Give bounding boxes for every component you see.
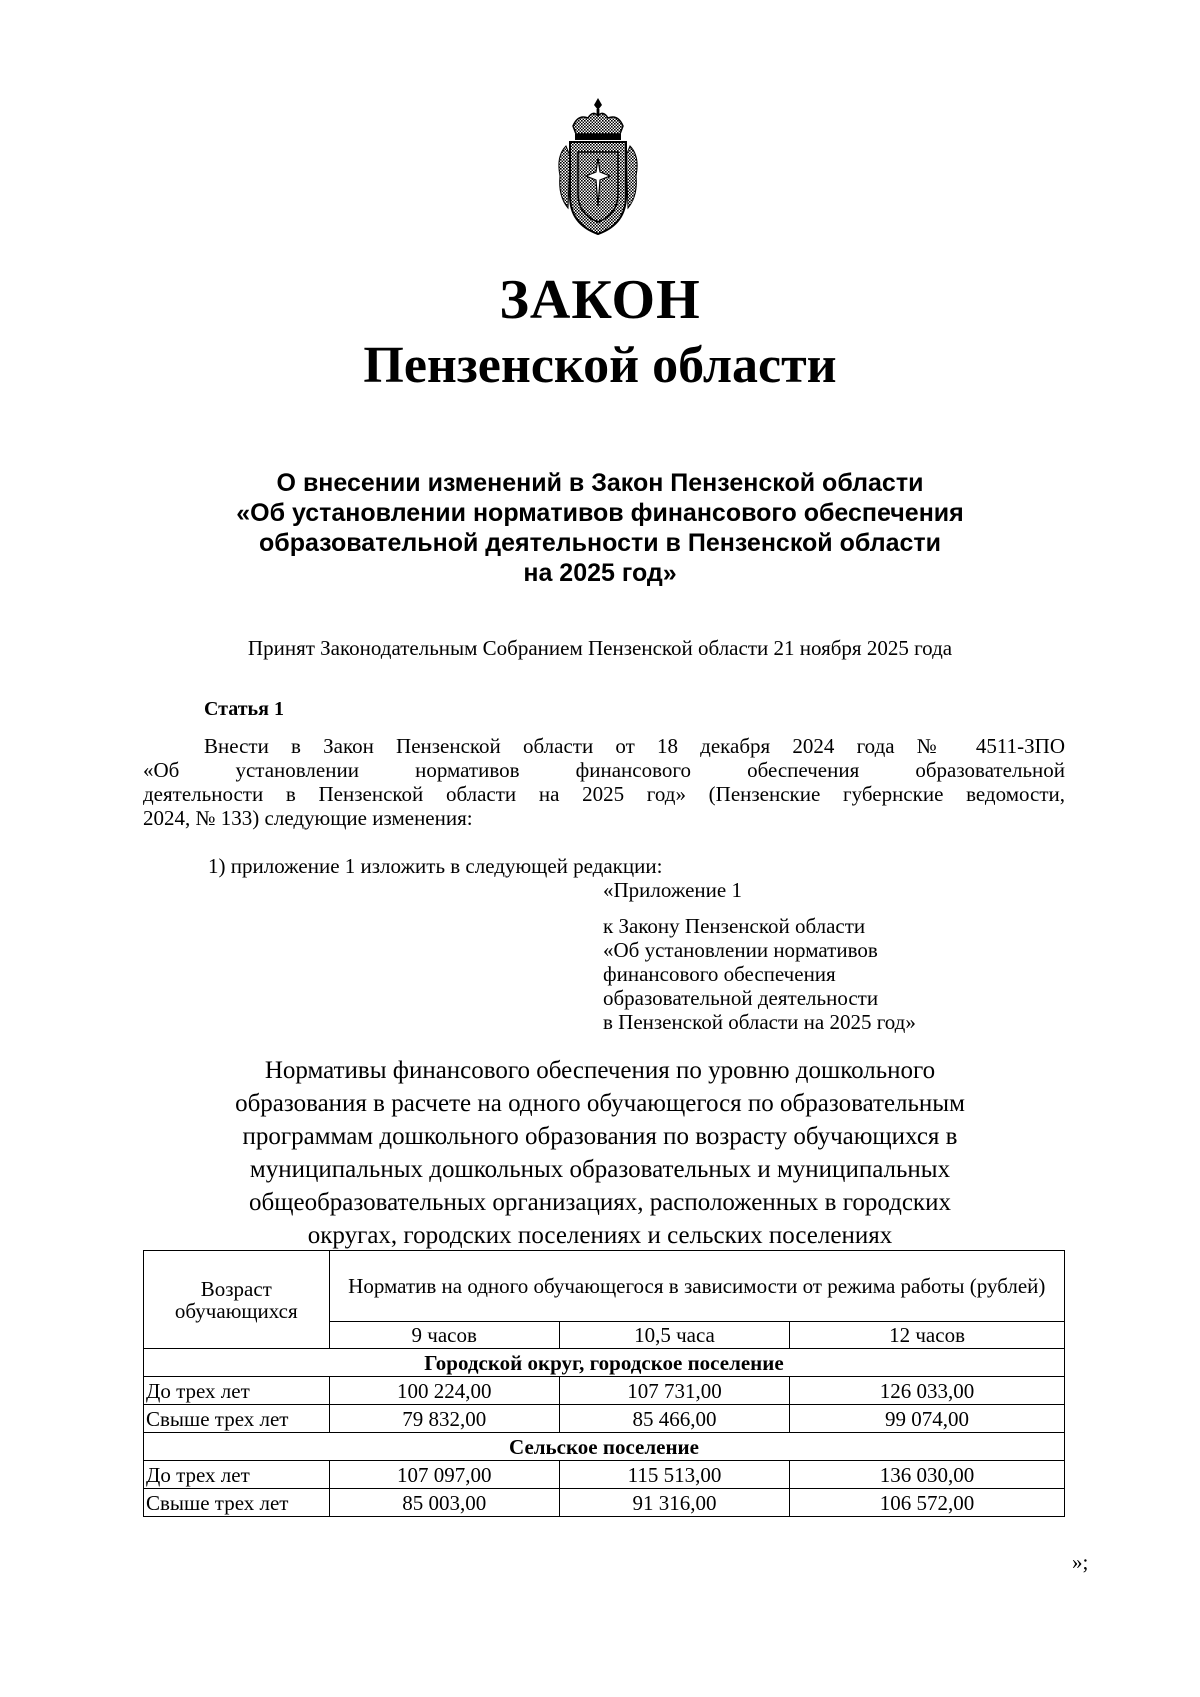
law-title: ЗАКОН	[499, 269, 701, 331]
header-col-9h: 9 часов	[329, 1322, 559, 1349]
law-name-line: О внесении изменений в Закон Пензенской области	[276, 469, 924, 497]
law-name	[0, 468, 1200, 588]
law-name-line: «Об установлении нормативов финансового обеспечения	[236, 499, 964, 527]
cell-value: 91 316,00	[559, 1489, 789, 1517]
cell-value: 85 003,00	[329, 1489, 559, 1517]
appendix-line: к Закону Пензенской области	[603, 914, 866, 938]
article-body-line: деятельности в Пензенской области на 2025 год» (Пензенские губернские ведомости,	[143, 782, 1065, 806]
coat-of-arms-emblem	[548, 96, 648, 241]
cell-value: 106 572,00	[790, 1489, 1065, 1517]
article-body	[143, 734, 1065, 830]
header-col-10-5h: 10,5 часа	[559, 1322, 789, 1349]
article-body-line: 2024, № 133) следующие изменения:	[143, 806, 473, 830]
header-col-12h: 12 часов	[790, 1322, 1065, 1349]
cell-value: 79 832,00	[329, 1405, 559, 1433]
amendment-item-1: 1) приложение 1 изложить в следующей редакции:	[208, 854, 663, 878]
norms-title-line: образования в расчете на одного обучающегося по образовательным	[235, 1090, 965, 1117]
cell-value: 107 097,00	[329, 1461, 559, 1489]
cell-value: 99 074,00	[790, 1405, 1065, 1433]
section-row	[144, 1349, 1065, 1377]
appendix-line: «Об установлении нормативов	[603, 938, 878, 962]
section-title: Городской округ, городское поселение	[144, 1349, 1065, 1377]
section-row	[144, 1433, 1065, 1461]
article-body-line: «Об установлении нормативов финансового обеспечения образовательной	[143, 758, 1065, 782]
cell-value: 136 030,00	[790, 1461, 1065, 1489]
appendix-gap	[603, 902, 916, 914]
cell-age: До трех лет	[144, 1461, 330, 1489]
appendix-heading	[603, 878, 916, 1034]
appendix-line: образовательной деятельности	[603, 986, 879, 1010]
table-row	[144, 1405, 1065, 1433]
law-name-line: на 2025 год»	[523, 559, 677, 587]
cell-age: Свыше трех лет	[144, 1489, 330, 1517]
table-row	[144, 1461, 1065, 1489]
cell-value: 107 731,00	[559, 1377, 789, 1405]
cell-value: 100 224,00	[329, 1377, 559, 1405]
table-header-row	[144, 1251, 1065, 1322]
header-age: Возраст обучающихся	[144, 1251, 330, 1349]
cell-age: До трех лет	[144, 1377, 330, 1405]
norms-title-line: программам дошкольного образования по возрасту обучающихся в	[242, 1123, 958, 1150]
article-title: Статья 1	[204, 698, 284, 720]
cell-value: 85 466,00	[559, 1405, 789, 1433]
adoption-note: Принят Законодательным Собранием Пензенской области 21 ноября 2025 года	[247, 636, 953, 660]
appendix-line: финансового обеспечения	[603, 962, 836, 986]
law-name-line: образовательной деятельности в Пензенской области	[258, 529, 941, 557]
cell-age: Свыше трех лет	[144, 1405, 330, 1433]
table-row	[144, 1489, 1065, 1517]
norms-title-line: общеобразовательных организациях, расположенных в городских	[249, 1189, 951, 1216]
cell-value: 115 513,00	[559, 1461, 789, 1489]
norms-title-line: муниципальных дошкольных образовательных и муниципальных	[249, 1156, 951, 1183]
appendix-title: «Приложение 1	[603, 878, 742, 902]
norms-title-line: округах, городских поселениях и сельских поселениях	[307, 1222, 893, 1249]
article-body-line: Внести в Закон Пензенской области от 18 декабря 2024 года № 4511-ЗПО	[204, 734, 1065, 758]
law-region: Пензенской области	[363, 337, 837, 394]
norms-title	[0, 1054, 1200, 1252]
appendix-line: в Пензенской области на 2025 год»	[603, 1010, 916, 1034]
closing-quote-mark: »;	[1072, 1550, 1089, 1574]
section-title: Сельское поселение	[144, 1433, 1065, 1461]
norms-title-line: Нормативы финансового обеспечения по уровню дошкольного	[264, 1057, 936, 1084]
header-norm: Норматив на одного обучающегося в зависимости от режима работы (рублей)	[329, 1251, 1064, 1322]
cell-value: 126 033,00	[790, 1377, 1065, 1405]
norms-table	[143, 1250, 1065, 1517]
table-row	[144, 1377, 1065, 1405]
